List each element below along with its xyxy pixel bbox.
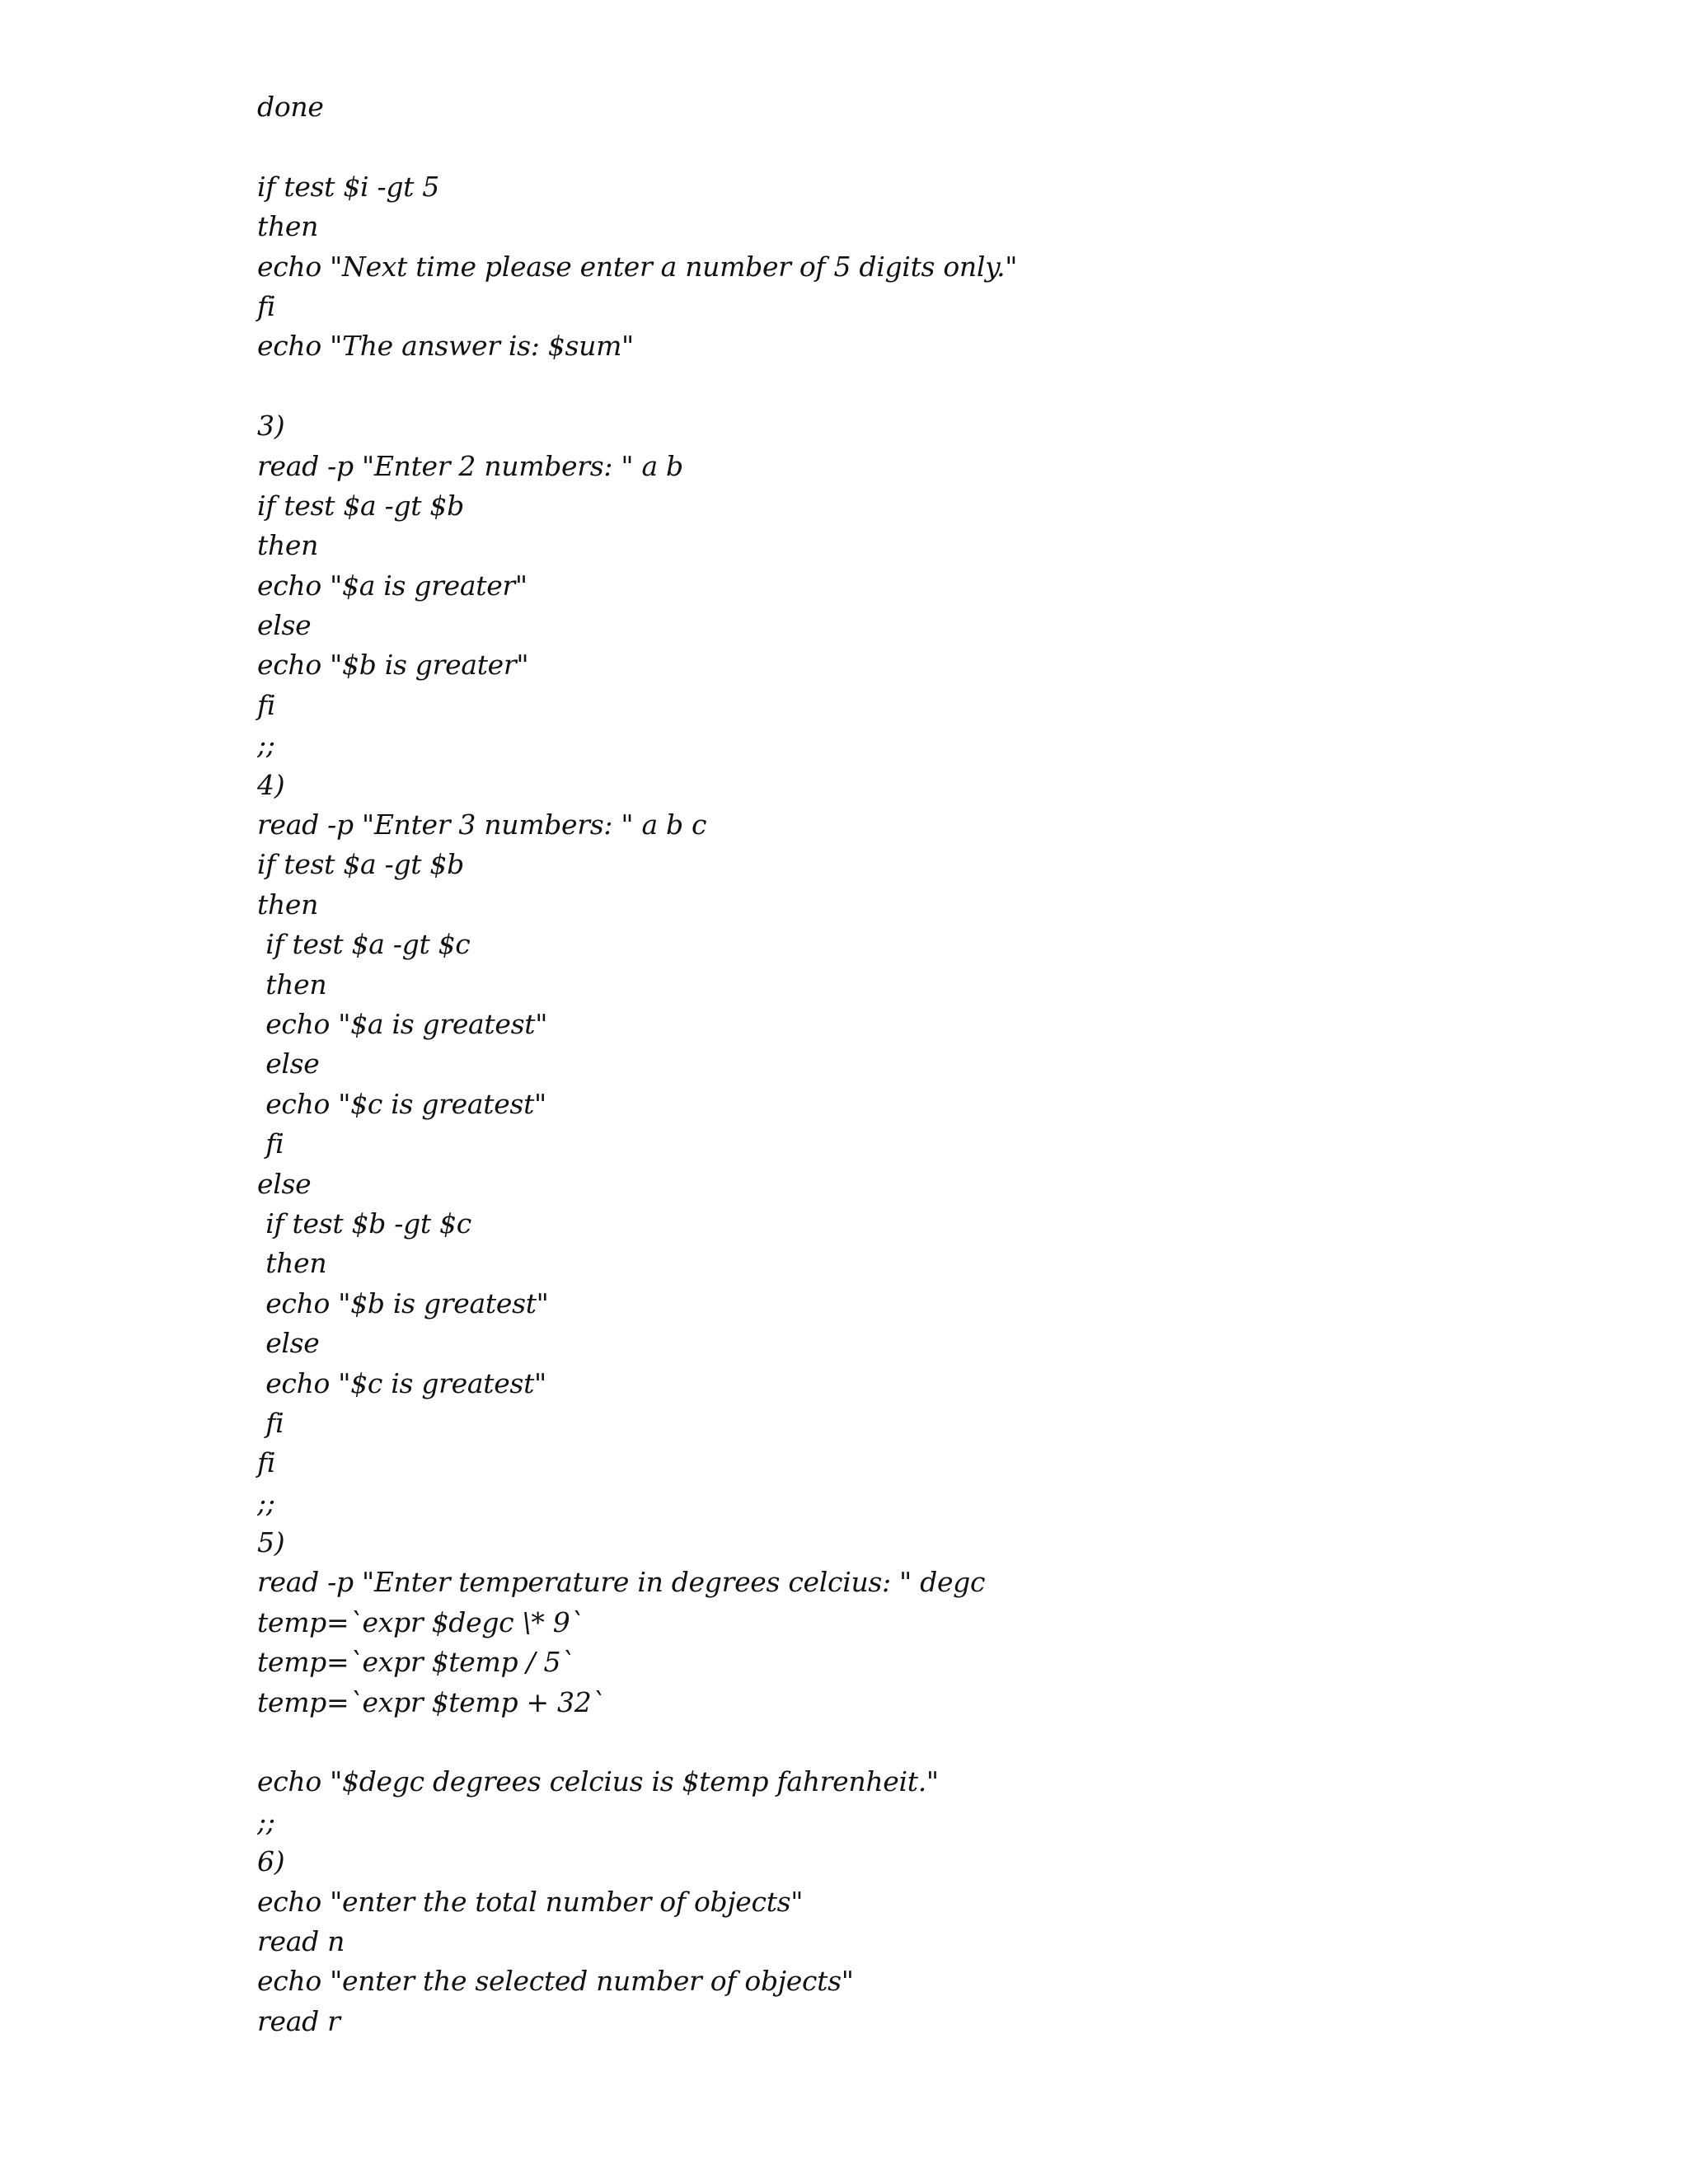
code-line: if test $a -gt $b — [257, 489, 464, 522]
code-line: done — [257, 91, 324, 123]
code-line: ;; — [257, 1805, 275, 1838]
code-line: if test $b -gt $c — [257, 1207, 471, 1240]
code-line: fi — [257, 289, 276, 322]
code-line: read -p "Enter 3 numbers: " a b c — [257, 808, 707, 841]
code-line: fi — [257, 1406, 284, 1439]
code-line: ;; — [257, 729, 275, 762]
code-line: if test $i -gt 5 — [257, 170, 439, 203]
code-line: read -p "Enter temperature in degrees celcius: " degc — [257, 1566, 986, 1599]
code-line: if test $a -gt $b — [257, 848, 464, 881]
blank-line — [257, 367, 1017, 406]
code-line: echo "Next time please enter a number of 5 digits only." — [257, 250, 1018, 283]
code-line: then — [257, 1247, 327, 1280]
blank-line — [257, 1722, 1017, 1762]
code-line: else — [257, 1327, 320, 1360]
code-line: temp=`expr $temp / 5` — [257, 1646, 574, 1679]
code-line: 5) — [257, 1526, 285, 1559]
code-line: echo "$a is greater" — [257, 569, 528, 602]
code-line: else — [257, 1047, 320, 1080]
code-line: echo "enter the selected number of objects" — [257, 1965, 854, 1998]
code-line: read n — [257, 1924, 345, 1957]
code-line: echo "$a is greatest" — [257, 1007, 548, 1040]
code-line: fi — [257, 1127, 284, 1160]
code-line: fi — [257, 1446, 276, 1479]
code-line: then — [257, 210, 319, 243]
code-line: echo "enter the total number of objects" — [257, 1885, 804, 1918]
code-line: temp=`expr $degc \* 9` — [257, 1605, 584, 1638]
code-line: 3) — [257, 410, 285, 443]
code-line: read -p "Enter 2 numbers: " a b — [257, 449, 683, 482]
code-line: ;; — [257, 1486, 275, 1519]
code-line: read r — [257, 2004, 340, 2037]
code-line: 4) — [257, 768, 285, 801]
code-line: else — [257, 609, 312, 642]
code-line: then — [257, 968, 327, 1001]
code-line: echo "$b is greatest" — [257, 1286, 549, 1319]
code-line: echo "$degc degrees celcius is $temp fahrenheit." — [257, 1765, 939, 1798]
code-line: then — [257, 888, 319, 921]
blank-line — [257, 127, 1017, 166]
code-line: 6) — [257, 1845, 285, 1878]
code-line: echo "The answer is: $sum" — [257, 330, 634, 363]
code-line: if test $a -gt $c — [257, 928, 471, 961]
code-line: temp=`expr $temp + 32` — [257, 1685, 605, 1718]
code-line: then — [257, 529, 319, 562]
code-listing — [257, 87, 1017, 2041]
code-line: echo "$c is greatest" — [257, 1087, 546, 1120]
code-line: echo "$b is greater" — [257, 649, 529, 682]
code-line: echo "$c is greatest" — [257, 1366, 546, 1399]
code-line: else — [257, 1167, 312, 1200]
code-line: fi — [257, 688, 276, 721]
